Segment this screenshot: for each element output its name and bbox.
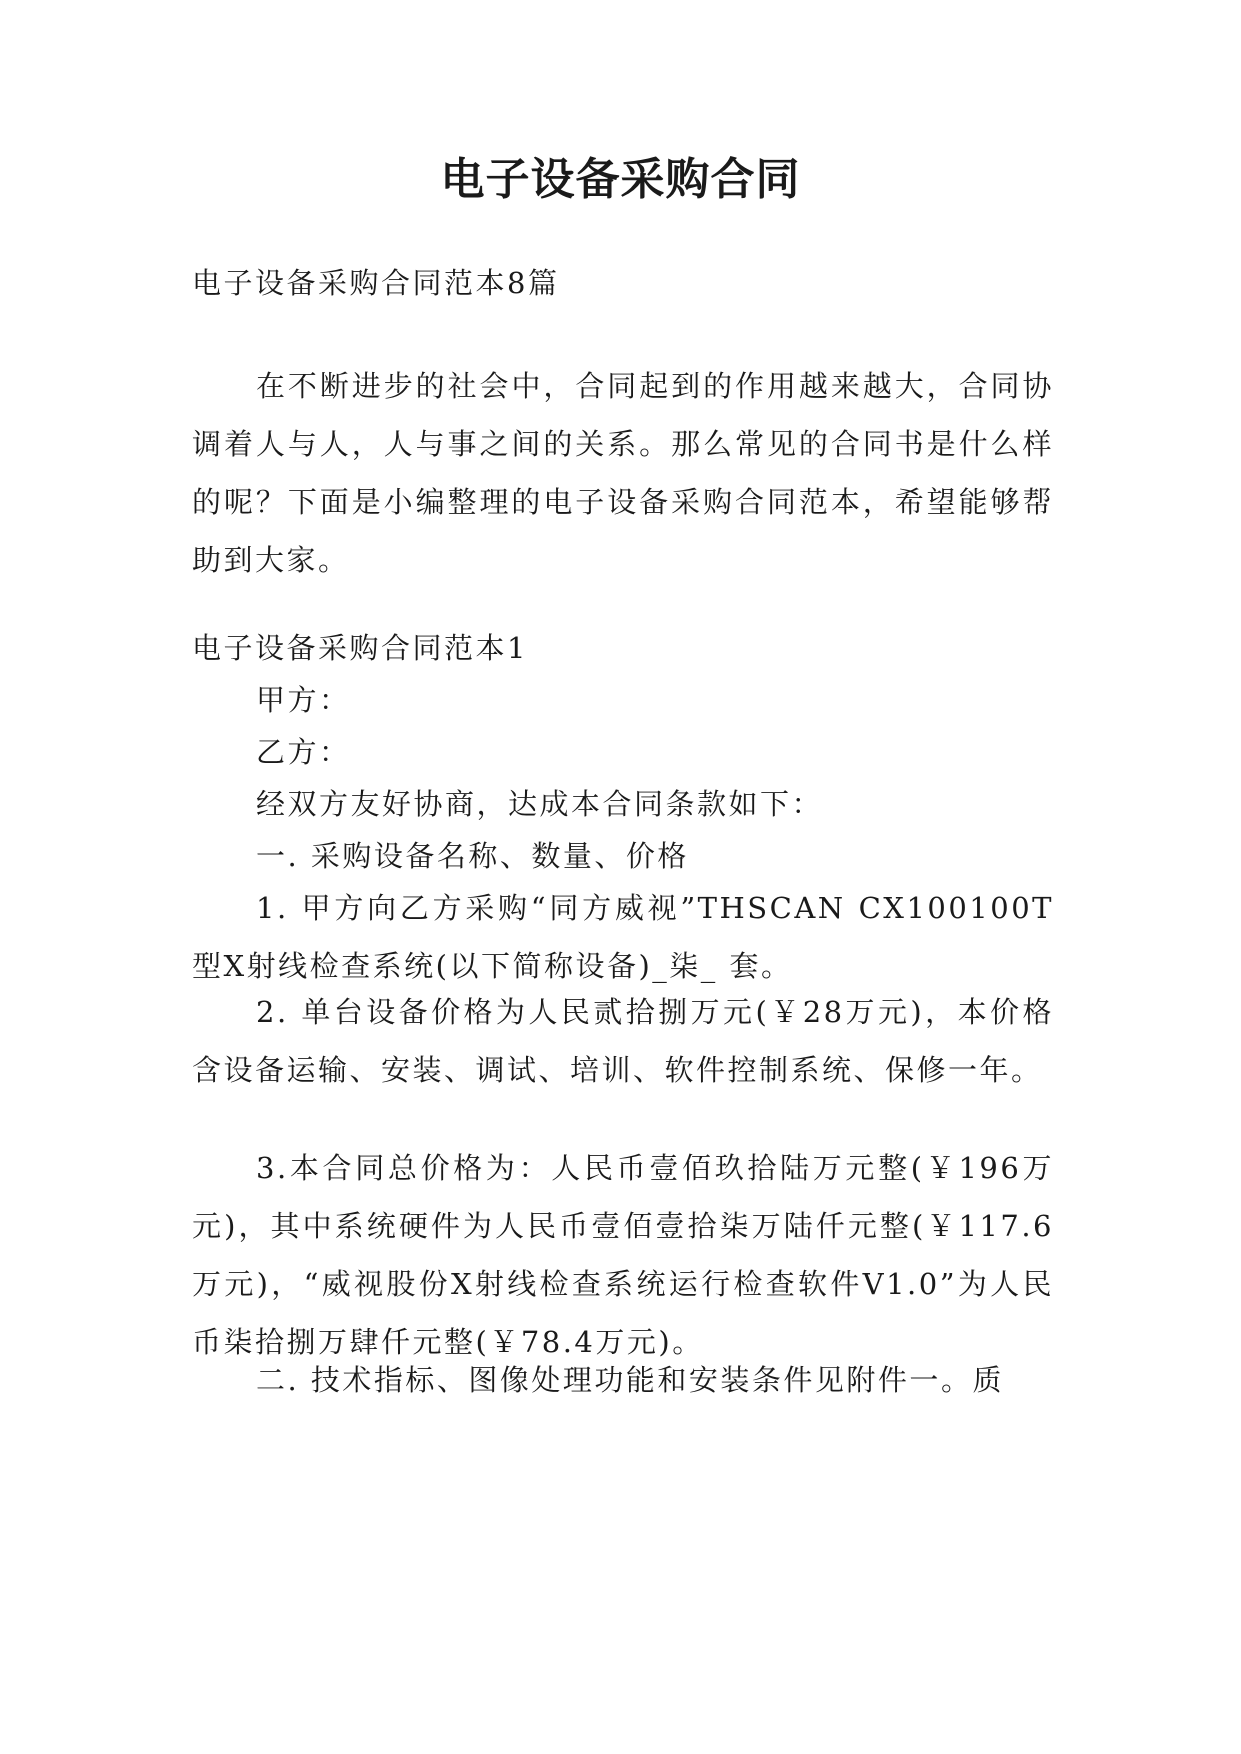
agreement-statement: 经双方友好协商，达成本合同条款如下： [256,787,824,821]
party-a-label: 甲方： [256,683,351,717]
document-subtitle: 电子设备采购合同范本8篇 [192,266,560,300]
clause-1-item-3: 3.本合同总价格为：人民币壹佰玖拾陆万元整(￥196万元)，其中系统硬件为人民币壹佰壹拾柒万陆仟元整(￥117.6万元)，“威视股份X射线检查系统运行检查软件V1.0”为人民币柒拾捌万肆仟元整(￥78.4万元)。 [192,1151,1054,1359]
intro-paragraph: 在不断进步的社会中，合同起到的作用越来越大，合同协调着人与人，人与事之间的关系。那么常见的合同书是什么样的呢？下面是小编整理的电子设备采购合同范本，希望能够帮助到大家。 [192,369,1054,577]
document-title: 电子设备采购合同 [440,154,801,205]
clause-1-item-1: 1. 甲方向乙方采购“同方威视”THSCAN CX100100T 型X射线检查系统(以下简称设备)_柒_ 套。 [192,891,1054,983]
party-b-label: 乙方： [256,735,351,769]
clause-1-heading: 一. 采购设备名称、数量、价格 [256,839,689,873]
clause-2-text: 二. 技术指标、图像处理功能和安装条件见附件一。质 [256,1363,1004,1397]
section-heading: 电子设备采购合同范本1 [192,631,528,665]
clause-1-item-2: 2. 单台设备价格为人民贰拾捌万元(￥28万元)，本价格含设备运输、安装、调试、培训、软件控制系统、保修一年。 [192,995,1054,1087]
